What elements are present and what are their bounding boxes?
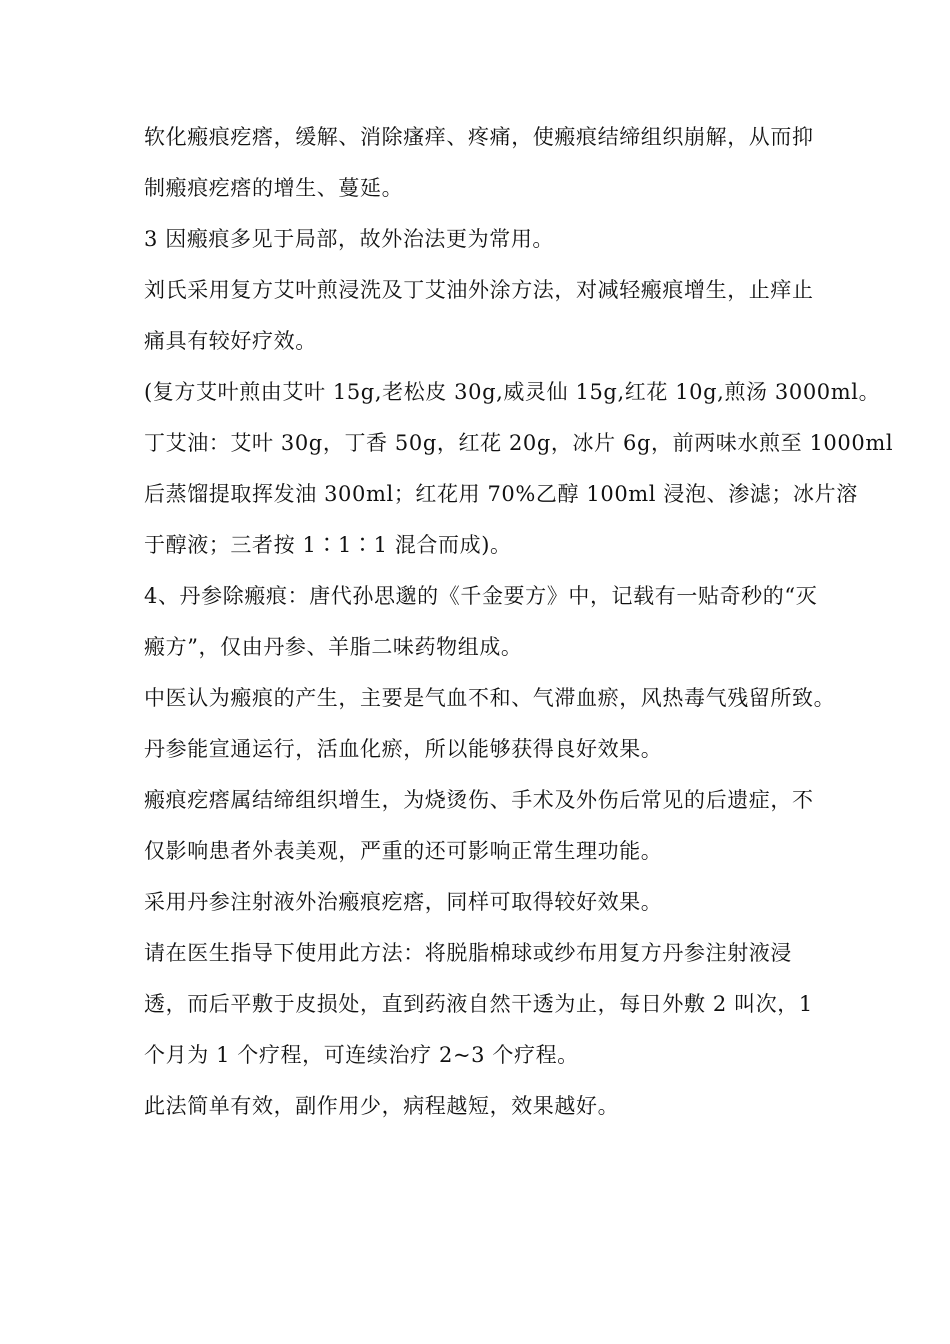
document-body xyxy=(144,112,894,1132)
text-line: 个月为 1 个疗程，可连续治疗 2~3 个疗程。 xyxy=(144,1043,579,1067)
text-line: 请在医生指导下使用此方法：将脱脂棉球或纱布用复方丹参注射液浸 xyxy=(144,941,792,965)
text-line: 丁艾油：艾叶 30g，丁香 50g，红花 20g，冰片 6g，前两味水煎至 1000ml xyxy=(144,431,894,455)
text-line: 制瘢痕疙瘩的增生、蔓延。 xyxy=(144,176,404,200)
text-line: 中医认为瘢痕的产生，主要是气血不和、气滞血瘀，风热毒气残留所致。 xyxy=(144,686,836,710)
text-line: 痛具有较好疗效。 xyxy=(144,329,317,353)
text-line: 透，而后平敷于皮损处，直到药液自然干透为止，每日外敷 2 叫次，1 xyxy=(144,992,813,1016)
text-line: 于醇液；三者按 1∶1∶1 混合而成)。 xyxy=(144,533,512,557)
text-line: 软化瘢痕疙瘩，缓解、消除瘙痒、疼痛，使瘢痕结缔组织崩解，从而抑 xyxy=(144,125,814,149)
text-line: 采用丹参注射液外治瘢痕疙瘩，同样可取得较好效果。 xyxy=(144,890,663,914)
text-line: 瘢痕疙瘩属结缔组织增生，为烧烫伤、手术及外伤后常见的后遗症，不 xyxy=(144,788,814,812)
text-line: (复方艾叶煎由艾叶 15g,老松皮 30g,威灵仙 15g,红花 10g,煎汤 3000ml。 xyxy=(144,380,881,404)
text-line: 3 因瘢痕多见于局部，故外治法更为常用。 xyxy=(144,227,555,251)
text-line: 丹参能宣通运行，活血化瘀，所以能够获得良好效果。 xyxy=(144,737,663,761)
text-line: 此法简单有效，副作用少，病程越短，效果越好。 xyxy=(144,1094,620,1118)
text-line: 刘氏采用复方艾叶煎浸洗及丁艾油外涂方法，对减轻瘢痕增生，止痒止 xyxy=(144,278,814,302)
text-line: 后蒸馏提取挥发油 300ml；红花用 70%乙醇 100ml 浸泡、渗滤；冰片溶 xyxy=(144,482,858,506)
text-line: 仅影响患者外表美观，严重的还可影响正常生理功能。 xyxy=(144,839,663,863)
text-line: 4、丹参除瘢痕：唐代孙思邈的《千金要方》中，记载有一贴奇秒的“灭 xyxy=(144,584,818,608)
text-line: 瘢方”，仅由丹参、羊脂二味药物组成。 xyxy=(144,635,523,659)
